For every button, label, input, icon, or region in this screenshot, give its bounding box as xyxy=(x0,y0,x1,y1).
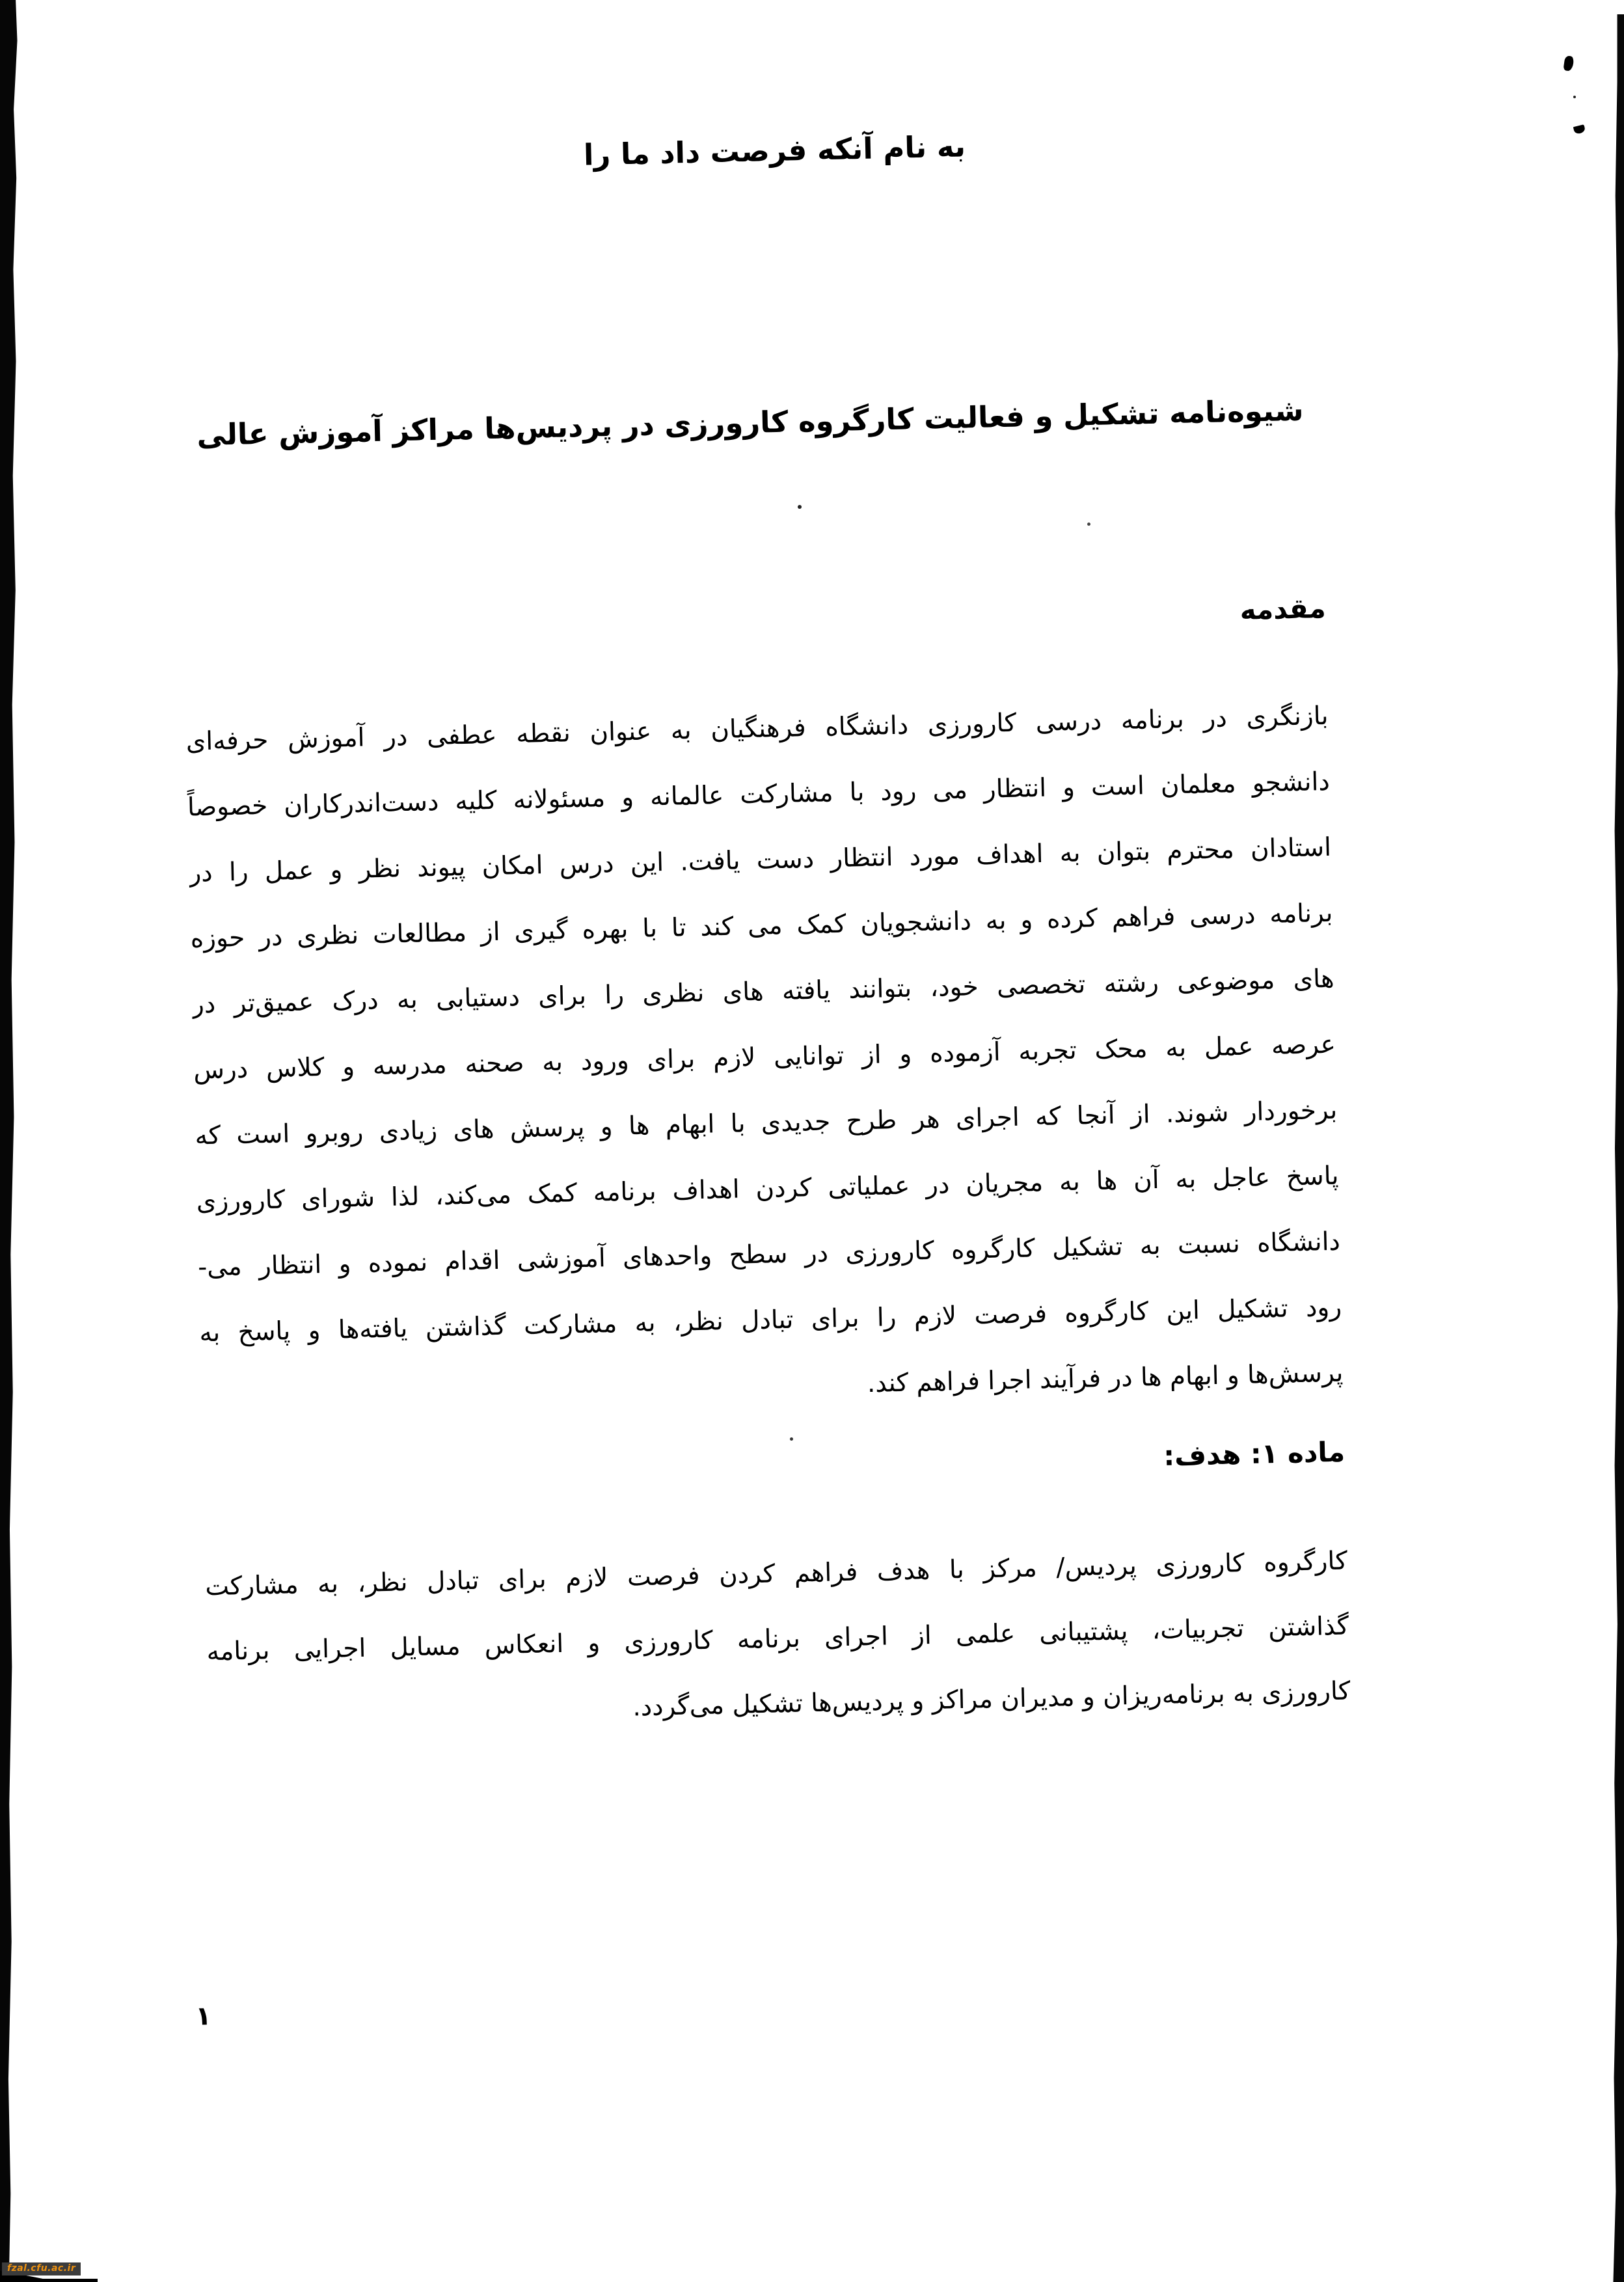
section-heading-introduction: مقدمه xyxy=(1239,591,1327,626)
text-line: دانشگاه نسبت به تشکیل کارگروه کارورزی در سطح واحدهای آموزشی اقدام نموده و انتظار می- xyxy=(197,1227,1341,1283)
watermark-site-label: fzal.cfu.ac.ir xyxy=(2,2262,81,2275)
bismillah-header: به نام آنکه فرصت داد ما را xyxy=(583,129,966,172)
page-number: ۱ xyxy=(195,2001,212,2031)
article-1-paragraph xyxy=(204,1529,1351,1750)
scan-speck xyxy=(790,1437,793,1441)
scan-corner-artifact-row xyxy=(0,2279,98,2282)
text-line: های موضوعی رشته تخصصی خود، بتوانند یافته های نظری را برای دستیابی به درک عمیق‌تر در xyxy=(191,964,1335,1020)
text-line: برنامه درسی فراهم کرده و به دانشجویان کمک می کند تا با بهره گیری از مطالعات نظری در حوزه xyxy=(190,898,1333,954)
text-line: پرسش‌ها و ابهام ها در فرآیند اجرا فراهم کند. xyxy=(867,1358,1344,1399)
introduction-paragraph xyxy=(185,683,1344,1432)
text-line: رود تشکیل این کارگروه فرصت لازم را برای تبادل نظر، به مشارکت گذاشتن یافته‌ها و پاسخ به xyxy=(198,1292,1342,1348)
text-line: پاسخ عاجل به آن ها به مجریان در عملیاتی کردن اهداف برنامه کمک می‌کند، لذا شورای کارورزی xyxy=(196,1161,1339,1217)
document-title: شیوه‌نامه تشکیل و فعالیت کارگروه کارورزی در پردیس‌ها مراکز آموزش عالی xyxy=(196,392,1304,453)
section-introduction xyxy=(183,592,1344,1432)
text-line: استادان محترم بتوان به اهداف مورد انتظار دست یافت. این درس امکان پیوند نظر و عمل را در xyxy=(188,832,1332,888)
section-article-1 xyxy=(202,1436,1351,1750)
text-line: عرصه عمل به محک تجربه آزموده و از توانایی لازم برای ورود به صحنه مدرسه و کلاس درس xyxy=(193,1029,1336,1085)
scan-speck xyxy=(1573,96,1576,98)
text-line: برخوردار شوند. از آنجا که اجرای هر طرح جدیدی با ابهام ها و پرسش های زیادی روبرو است که xyxy=(195,1095,1338,1151)
text-line: بازنگری در برنامه درسی کارورزی دانشگاه فرهنگیان به عنوان نقطه عطفی در آموزش حرفه‌ای xyxy=(185,701,1329,757)
text-line: کارورزی به برنامه‌ریزان و مدیران مراکز و پردیس‌ها تشکیل می‌گردد. xyxy=(632,1676,1351,1722)
scan-speck xyxy=(798,505,802,509)
text-line: کارگروه کارورزی پردیس/ مرکز با هدف فراهم کردن فرصت لازم برای تبادل نظر، به مشارکت xyxy=(204,1546,1348,1602)
text-line: دانشجو معلمان است و انتظار می رود با مشارکت عالمانه و مسئولانه کلیه دست‌اندرکاران خصوصاً xyxy=(187,767,1331,822)
text-line: گذاشتن تجربیات، پشتیبانی علمی از اجرای برنامه کارورزی و انعکاس مسایل اجرایی برنامه xyxy=(206,1611,1349,1667)
section-heading-article-1: ماده ۱: هدف: xyxy=(1163,1435,1346,1472)
scan-speck xyxy=(1087,523,1090,526)
